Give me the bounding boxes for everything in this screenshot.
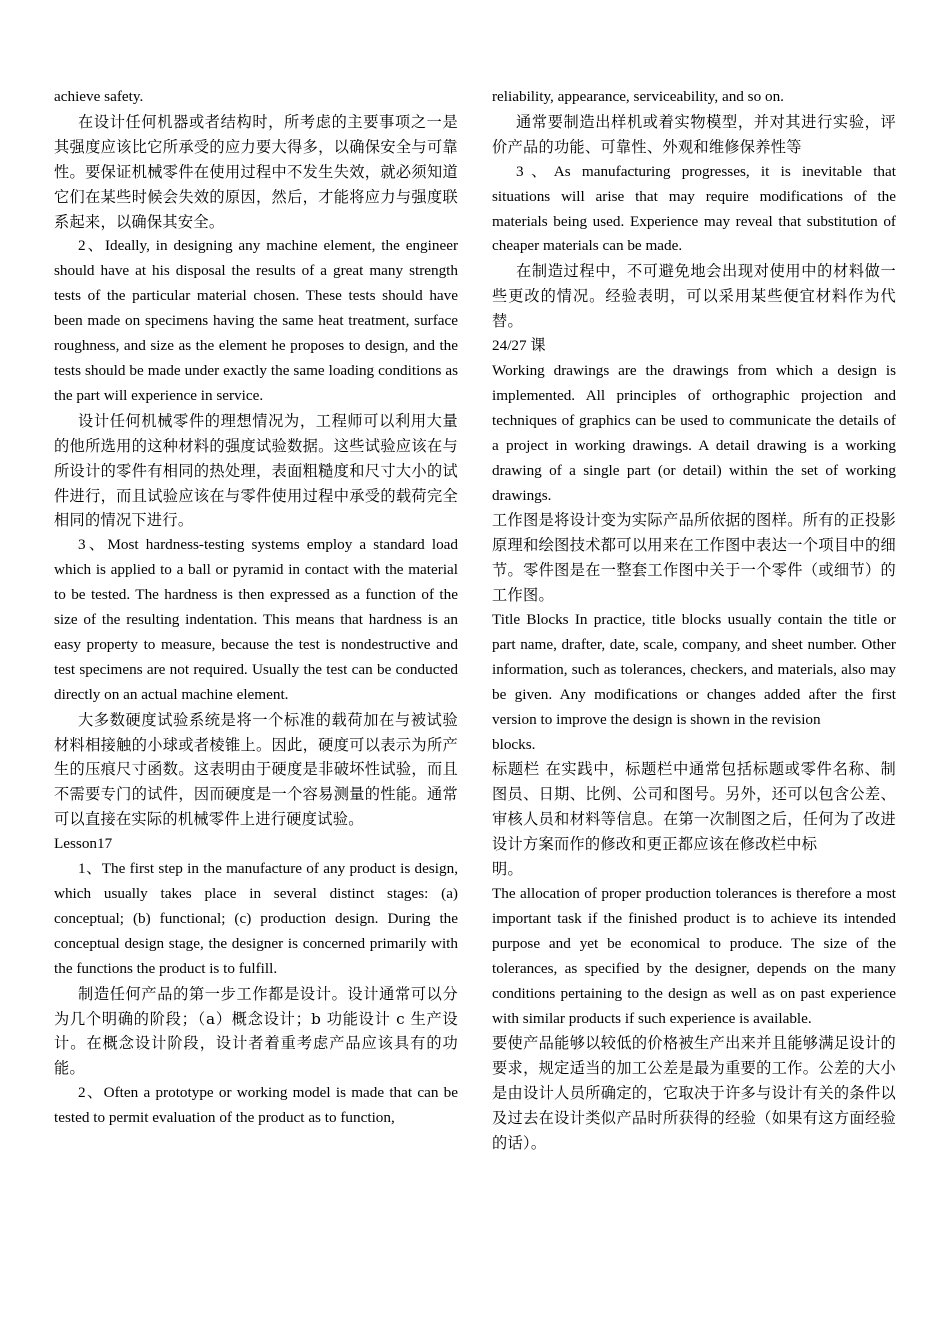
right-column [492,85,896,1156]
paragraph: 在设计任何机器或者结构时，所考虑的主要事项之一是其强度应该比它所承受的应力要大得多，以确保安全与可靠性。要保证机械零件在使用过程中不发生失效，就必须知道它们在某些时候会失效的原因，然后，才能将应力与强度联系起来，以确保其安全。 [54,112,458,231]
paragraph: 明。 [492,860,523,879]
lesson-heading: Lesson17 [54,835,113,853]
paragraph: Working drawings are the drawings from which a design is implemented. All principles of orthographic projection and techniques of graphics can be used to communicate the details of a project in working drawings. A detail drawing is a working drawing of a single part (or detail) within the set of working drawings. [492,361,896,504]
paragraph: 工作图是将设计变为实际产品所依据的图样。所有的正投影原理和绘图技术都可以用来在工作图中表达一个项目中的细节。零件图是在一整套工作图中关于一个零件（或细节）的工作图。 [492,511,896,605]
paragraph: Title Blocks In practice, title blocks usually contain the title or part name, drafter, date, scale, company, and sheet number. Other information, such as tolerances, checkers, and materials, also may be given. Any modifications or changes added after the first version to improve the design is shown in the revision [492,611,896,728]
paragraph: 在制造过程中，不可避免地会出现对使用中的材料做一些更改的情况。经验表明，可以采用某些便宜材料作为代替。 [492,262,896,331]
paragraph: 2、Often a prototype or working model is made that can be tested to permit evaluation of the product as to function, [54,1084,458,1127]
paragraph: 2、Ideally, in designing any machine element, the engineer should have at his disposal the results of a great many strength tests of the particular material chosen. These tests should have been made on specimens having the same heat treatment, surface roughness, and size as the element he proposes to design, and the tests should be made under exactly the same loading conditions as the part will experience in service. [54,237,458,404]
paragraph: 设计任何机械零件的理想情况为，工程师可以利用大量的他所选用的这种材料的强度试验数据。这些试验应该在与所设计的零件有相同的热处理，表面粗糙度和尺寸大小的试件进行，而且试验应该在与零件使用过程中承受的载荷完全相同的情况下进行。 [54,411,458,530]
paragraph: 标题栏 在实践中，标题栏中通常包括标题或零件名称、制图员、日期、比例、公司和图号。另外，还可以包含公差、审核人员和材料等信息。在第一次制图之后，任何为了改进设计方案而作的修改和更正都应该在修改栏中标 [492,760,896,854]
paragraph: 大多数硬度试验系统是将一个标准的载荷加在与被试验材料相接触的小球或者棱锥上。因此，硬度可以表示为所产生的压痕尺寸函数。这表明由于硬度是非破坏性试验，而且不需要专门的试件，因而硬度是一个容易测量的性能。通常可以直接在实际的机械零件上进行硬度试验。 [54,710,458,829]
paragraph: reliability, appearance, serviceability, and so on. [492,88,784,105]
paragraph: 1、The first step in the manufacture of any product is design, which usually takes place in several distinct stages: (a) conceptual; (b) functional; (c) production design. During the conceptual design stage, the designer is concerned primarily with the functions the product is to fulfill. [54,860,458,977]
lesson-heading: 24/27 课 [492,337,546,355]
paragraph: 3、As manufacturing progresses, it is inevitable that situations will arise that may require modifications of the materials being used. Experience may reveal that substitution of cheaper materials can be made. [492,162,896,255]
paragraph: blocks. [492,735,536,753]
paragraph: achieve safety. [54,88,144,105]
paragraph: The allocation of proper production tolerances is therefore a most important task if the finished product is to achieve its intended purpose and yet be economical to produce. The size of the tolerances, as specified by the designer, depends on the many conditions pertaining to the design as well as on past experience with similar products if such experience is available. [492,885,896,1027]
paragraph: 制造任何产品的第一步工作都是设计。设计通常可以分为几个明确的阶段；（a）概念设计；b 功能设计 c 生产设计。在概念设计阶段，设计者着重考虑产品应该具有的功能。 [54,984,458,1078]
paragraph: 要使产品能够以较低的价格被生产出来并且能够满足设计的要求，规定适当的加工公差是最为重要的工作。公差的大小是由设计人员所确定的，它取决于许多与设计有关的条件以及过去在设计类似产品时所获得的经验（如果有这方面经验的话）。 [492,1034,896,1153]
left-column [54,85,458,1131]
paragraph: 通常要制造出样机或着实物模型，并对其进行实验，评价产品的功能、可靠性、外观和维修保养性等 [492,112,896,156]
paragraph: 3、Most hardness-testing systems employ a standard load which is applied to a ball or pyramid in contact with the material to be tested. The hardness is then expressed as a function of the size of the resulting indentation. This means that hardness is an easy property to measure, because the test is nondestructive and test specimens are not required. Usually the test can be conducted directly on an actual machine element. [54,536,458,703]
